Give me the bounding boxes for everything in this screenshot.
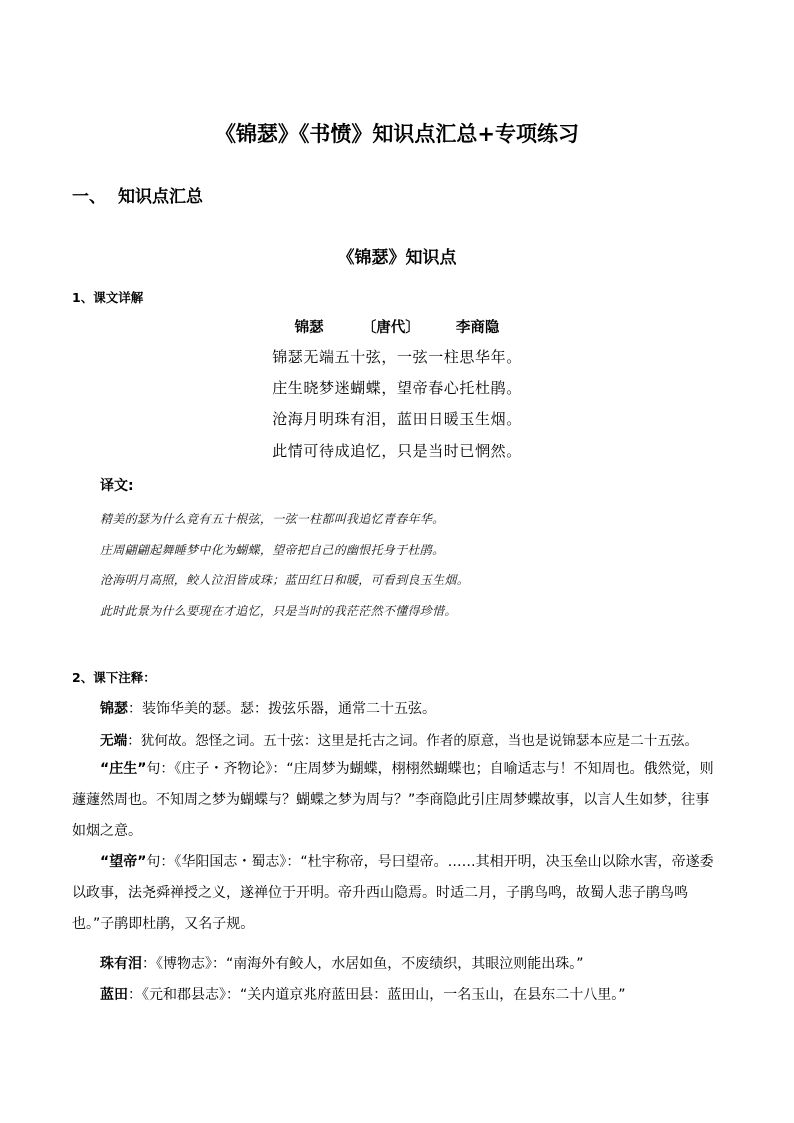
section-number: 一、 (72, 187, 106, 207)
poem-header (0, 316, 794, 337)
note-term: 蓝田 (100, 987, 128, 1003)
note-term: “庄生” (100, 761, 147, 777)
note-item (100, 953, 584, 973)
translation-label: 译文: (100, 478, 134, 494)
note-item (100, 698, 436, 718)
note-text: 句：《华阳国志・蜀志》：“杜宇称帝，号曰望帝。……其相开明，决玉垒山以除水害，帝遂委以政事，法尧舜禅授之义，遂禅位于开明。帝升西山隐焉。时适二月，子鹃鸟鸣，故蜀人悲子鹃鸟鸣也。”子鹃即杜鹃，又名子规。 (72, 854, 714, 932)
note-item (100, 984, 626, 1004)
section-heading (72, 182, 203, 207)
note-term: 锦瑟 (100, 701, 128, 717)
part1-heading: 1、课文详解 (72, 290, 144, 305)
poem-line: 沧海月明珠有泪，蓝田日暖玉生烟。 (272, 410, 522, 428)
subtitle: 《锦瑟》知识点 (337, 248, 457, 268)
poem-dynasty: 〔唐代〕 (361, 320, 420, 336)
part2-heading: 2、课下注释： (72, 670, 156, 685)
note-text: 句：《庄子・齐物论》：“庄周梦为蝴蝶，栩栩然蝴蝶也；自喻适志与！不知周也。俄然觉，则蘧蘧然周也。不知周之梦为蝴蝶与？蝴蝶之梦为周与？”李商隐此引庄周梦蝶故事，以言人生如梦，往事如烟之意。 (72, 761, 714, 839)
poem-line: 锦瑟无端五十弦，一弦一柱思华年。 (272, 348, 522, 366)
poem-title: 锦瑟 (294, 320, 324, 336)
translation-line: 精美的瑟为什么竟有五十根弦，一弦一柱都叫我追忆青春年华。 (100, 512, 445, 526)
note-item (72, 847, 722, 940)
note-item (72, 754, 722, 847)
note-term: 无端 (100, 733, 128, 749)
note-text: ：《元和郡县志》：“关内道京兆府蓝田县：蓝田山，一名玉山，在县东二十八里。” (128, 987, 626, 1003)
translation-line: 沧海明月高照，鲛人泣泪皆成珠；蓝田红日和暖，可看到良玉生烟。 (100, 573, 470, 587)
translation-line: 此时此景为什么要现在才追忆，只是当时的我茫茫然不懂得珍惜。 (100, 604, 457, 618)
note-term: “望帝” (100, 854, 147, 870)
poem-line: 庄生晓梦迷蝴蝶，望帝春心托杜鹃。 (272, 379, 522, 397)
poem-line: 此情可待成追忆，只是当时已惘然。 (272, 442, 522, 460)
note-text: ：装饰华美的瑟。瑟：拨弦乐器，通常二十五弦。 (128, 701, 436, 717)
note-text: ：《博物志》：“南海外有鲛人，水居如鱼，不废绩织，其眼泣则能出珠。” (142, 956, 584, 972)
poem-author: 李商隐 (455, 320, 500, 336)
section-label: 知识点汇总 (118, 187, 203, 207)
document-title: 《锦瑟》《书愤》知识点汇总+专项练习 (214, 122, 580, 146)
translation-line: 庄周翩翩起舞睡梦中化为蝴蝶，望帝把自己的幽恨托身于杜鹃。 (100, 543, 445, 557)
note-item (100, 729, 698, 749)
note-text: ：犹何故。怨怪之词。五十弦：这里是托古之词。作者的原意，当也是说锦瑟本应是二十五弦。 (127, 733, 699, 749)
note-term: 珠有泪 (100, 956, 142, 972)
